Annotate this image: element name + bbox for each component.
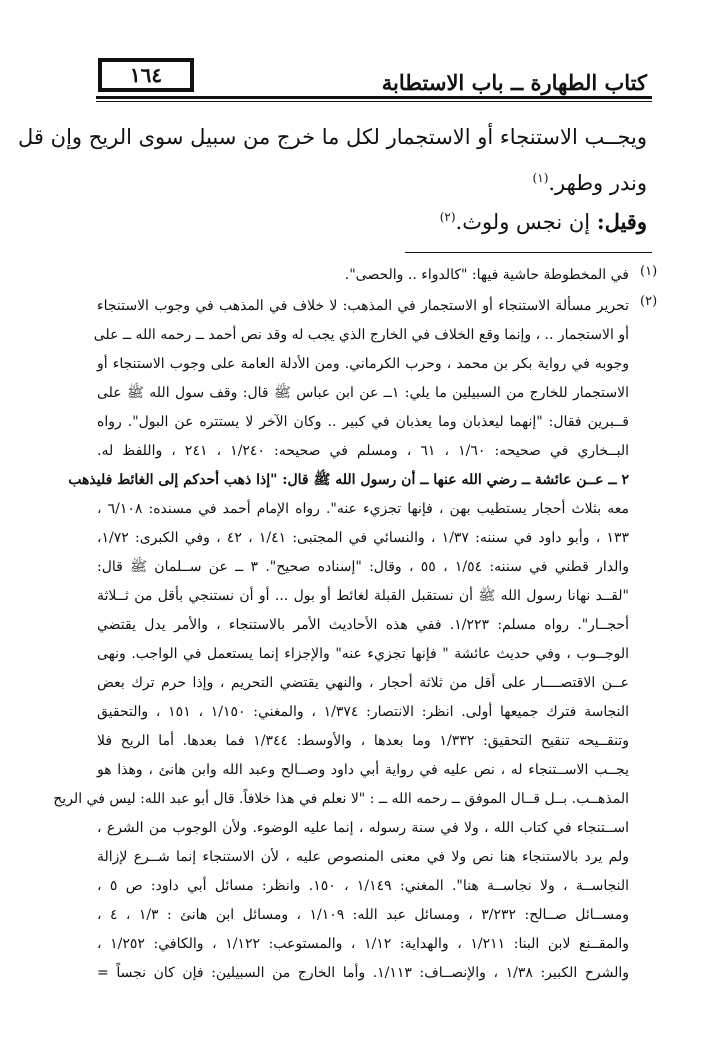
footnote-marker-2: (٢): [640, 294, 658, 309]
footnote-line: المذهــب. بــل قــال الموفق ــ رحمه الله ــ : "لا نعلم في هذا خلافاً. قال أبو عبد الله: ليس في الريح: [53, 791, 629, 807]
footnote-line: يجــب الاســتنجاء له ، نص عليه في رواية أبي داود وصــالح وعبد الله وابن هانئ ، وهذا هو: [97, 762, 629, 778]
main-line-1: ويجــب الاستنجاء أو الاستجمار لكل ما خرج من سبيل سوى الريح وإن قل: [18, 125, 647, 149]
footnote-line: ولم يرد بالاستنجاء هنا نص ولا في معنى المنصوص عليه ، لأن الاستنجاء إنما شــرع لإزالة: [97, 849, 629, 865]
chapter-title: كتاب الطهارة ــ باب الاستطابة: [381, 70, 647, 95]
main-line-2-text: وندر وطهر.: [548, 171, 647, 195]
header-rule-thick: [96, 96, 652, 99]
footnote-line: تحرير مسألة الاستنجاء أو الاستجمار في المذهب: لا خلاف في المذهب في وجوب الاستنجاء: [97, 298, 629, 314]
footnote-line: وجوبه في رواية بكر بن محمد ، وحرب الكرماني. ومن الأدلة العامة على وجوب الاستنجاء أو: [97, 356, 629, 372]
footnote-line: أحجــار". رواه مسلم: ١/٢٢٣. ففي هذه الأحاديث الأمر بالاستنجاء ، والأمر يدل يقتضي: [97, 617, 629, 633]
footnote-line: ١٣٣ ، وأبو داود في سننه: ١/٣٧ ، والنسائي في المجتبى: ١/٤١ ، ٤٢ ، وفي الكبرى: ١/٧٢،: [97, 530, 629, 546]
footnote-marker-1: (١): [640, 264, 658, 279]
footnote-line: "لقــد نهانا رسول الله ﷺ أن نستقبل القبلة لغائط أو بول ... أو أن نستنجي بأقل من ثــلاثة: [97, 588, 629, 604]
header-rule-thin: [96, 101, 652, 102]
footnote-line: اســتنجاء في كتاب الله ، ولا في سنة رسوله ، إنما عليه الوضوء. ولأن الوجوب من الشرع ،: [97, 820, 629, 836]
footnote-line: معه بثلاث أحجار يستطيب بهن ، فإنها تجزيء عنه". رواه الإمام أحمد في مسنده: ٦/١٠٨ ،: [97, 501, 629, 517]
footnote-line: قــبرين فقال: "إنهما ليعذبان وما يعذبان في كبير .. وكان الآخر لا يستتره عن البول". رواه: [97, 414, 629, 430]
footnote-line: الوجــوب ، وفي حديث عائشة " فإنها تجزيء عنه" والإجزاء إنما يستعمل في الواجب. ونهى: [97, 646, 629, 662]
footnote-line: النجاســة ، ولا نجاســة هنا". المغني: ١/١٤٩ ، ١٥٠. وانظر: مسائل أبي داود: ص ٥ ،: [97, 878, 630, 894]
page-number: ١٦٤: [98, 58, 194, 92]
main-line-3: [440, 202, 647, 232]
main-line-3-lead: وقيل:: [596, 209, 647, 234]
main-line-3-text: إن نجس ولوث.: [455, 210, 597, 234]
footnote-line: أو الاستجمار .. ، وإنما وقع الخلاف في الخارج الذي يجب له وقد نص أحمد ــ رحمه الله ــ على: [93, 327, 629, 343]
footnote-ref-2: (٢): [439, 210, 456, 224]
footnote-line: في المخطوطة حاشية فيها: "كالدواء .. والحصى".: [344, 267, 629, 283]
footnote-line: والمقــنع لابن البنا: ١/٢١١ ، والهداية: ١/١٢ ، والمستوعب: ١/١٢٢ ، والكافي: ١/٢٥٢ ،: [97, 936, 629, 952]
footnote-separator: [405, 252, 652, 253]
footnote-line: البــخاري في صحيحه: ١/٦٠ ، ٦١ ، ومسلم في صحيحه: ١/٢٤٠ ، ٢٤١ ، واللفظ له.: [97, 443, 630, 459]
footnote-line: النجاسة فترك جميعها أولى. انظر: الانتصار: ١/٣٧٤ ، والمغني: ١/١٥٠ ، ١٥١ ، والتحقيق: [97, 704, 630, 720]
footnote-line: ٢ ــ عــن عائشة ــ رضي الله عنها ــ أن رسول الله ﷺ قال: "إذا ذهب أحدكم إلى الغائط فليذهب: [68, 472, 629, 488]
main-line-2: [533, 163, 647, 193]
footnote-line: والشرح الكبير: ١/٣٨ ، والإنصــاف: ١/١١٣. وأما الخارج من السبيلين: فإن كان نجساً =: [97, 965, 629, 981]
footnote-line: ومســائل صــالح: ٣/٢٣٢ ، ومسائل عبد الله: ١/١٠٩ ، ومسائل ابن هانئ : ١/٣ ، ٤ ،: [97, 907, 629, 923]
footnote-line: وتنقــيحه تنقيح التحقيق: ١/٣٣٢ وما بعدها ، والأوسط: ١/٣٤٤ فما بعدها. أما الريح فلا: [97, 733, 629, 749]
footnote-ref-1: (١): [532, 171, 549, 185]
footnote-line: الاستجمار للخارج من السبيلين ما يلي: ١ــ عن ابن عباس ﷺ قال: وقف سول الله ﷺ على: [97, 385, 630, 401]
footnote-line: والدار قطني في سننه: ١/٥٤ ، ٥٥ ، وقال: "إسناده صحيح". ٣ ــ عن ســلمان ﷺ قال:: [97, 559, 629, 575]
footnote-line: عــن الاقتصــــار على أقل من ثلاثة أحجار ، والنهي يقتضي التحريم ، وإذا حرم ترك بعض: [97, 675, 629, 691]
